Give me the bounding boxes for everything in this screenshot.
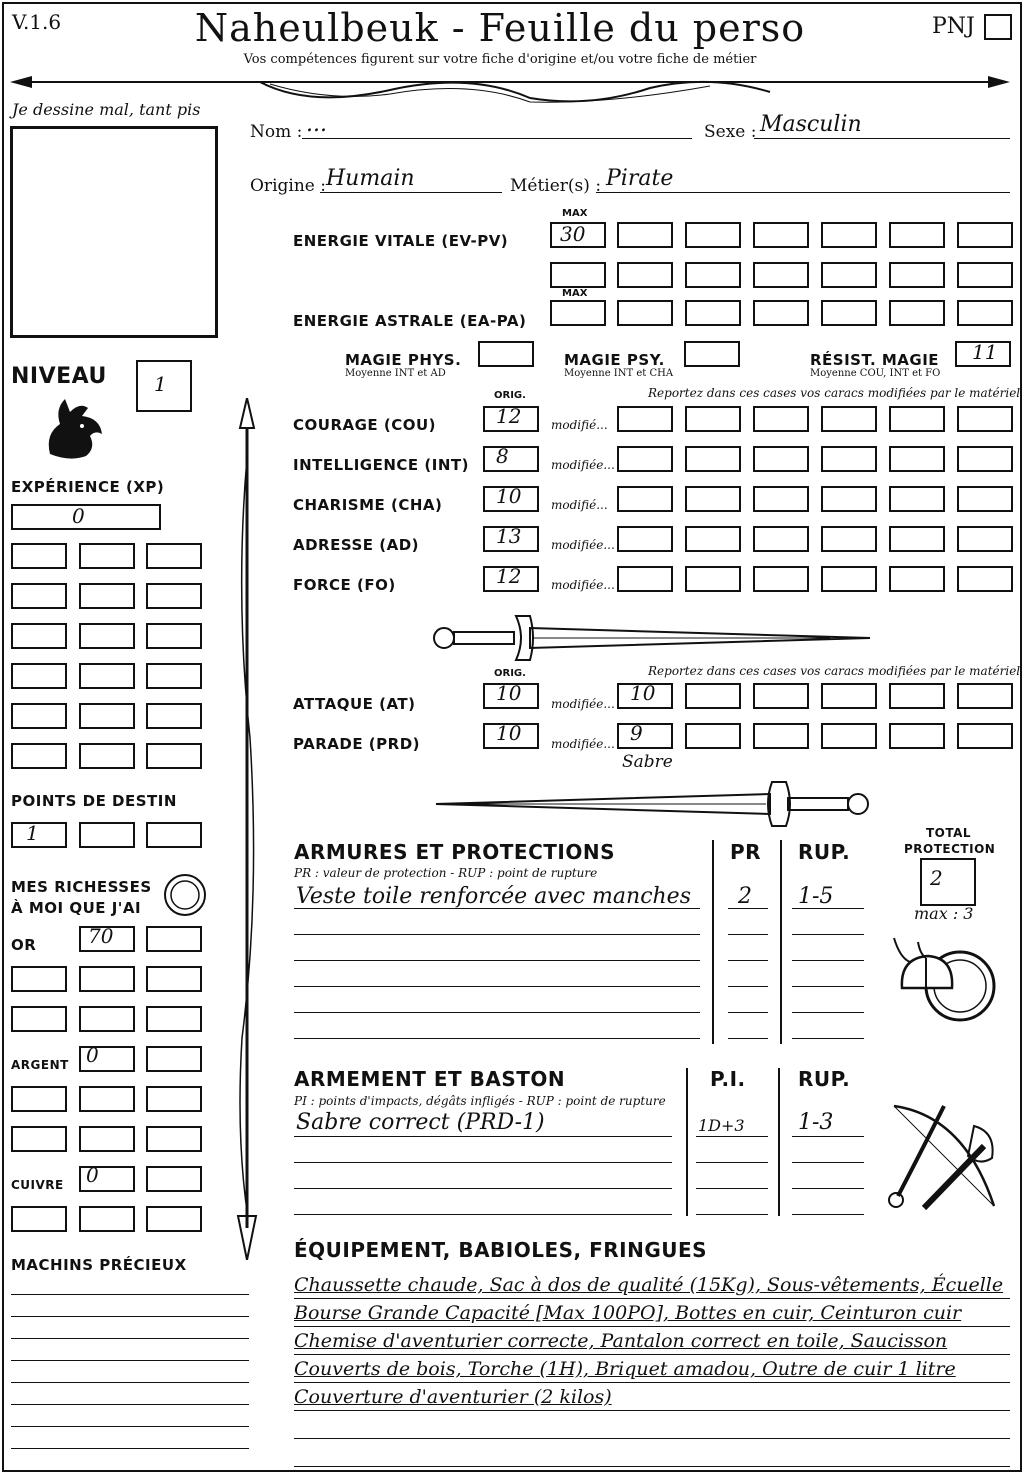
armor-name-line[interactable] bbox=[294, 884, 700, 909]
equipment-title: ÉQUIPEMENT, BABIOLES, FRINGUES bbox=[294, 1238, 708, 1262]
xp-box[interactable] bbox=[11, 543, 67, 569]
combat-orig-value: 10 bbox=[496, 681, 522, 705]
cuivre-label: CUIVRE bbox=[11, 1178, 64, 1192]
weapons-divider-2 bbox=[778, 1068, 780, 1216]
stat-mod-box[interactable] bbox=[685, 446, 741, 472]
combat-mod-box[interactable] bbox=[957, 683, 1013, 709]
combat-orig-label: ORIG. bbox=[494, 668, 526, 679]
magie-phys-box[interactable] bbox=[478, 341, 534, 367]
combat-mod-box[interactable] bbox=[821, 683, 877, 709]
magie-psy-box[interactable] bbox=[684, 341, 740, 367]
ev-box[interactable] bbox=[821, 222, 877, 248]
stat-label: INTELLIGENCE (INT) bbox=[293, 456, 469, 474]
combat-mod-box[interactable] bbox=[889, 723, 945, 749]
precieux-label: MACHINS PRÉCIEUX bbox=[11, 1256, 187, 1274]
armor-item-name: Veste toile renforcée avec manches bbox=[296, 884, 691, 909]
weapon-name-line[interactable] bbox=[294, 1138, 672, 1163]
ev-box[interactable] bbox=[617, 222, 673, 248]
stat-label: FORCE (FO) bbox=[293, 576, 396, 594]
destin-label: POINTS DE DESTIN bbox=[11, 792, 177, 810]
resist-magie-sub: Moyenne COU, INT et FO bbox=[810, 368, 941, 379]
armor-rup-line[interactable] bbox=[792, 910, 864, 935]
armor-rup-line[interactable] bbox=[792, 884, 864, 909]
stat-label: COURAGE (COU) bbox=[293, 416, 437, 434]
weapons-sub: PI : points d'impacts, dégâts infligés - RUP : point de rupture bbox=[294, 1094, 666, 1108]
weapon-note: Sabre bbox=[622, 752, 673, 772]
xp-box[interactable] bbox=[79, 583, 135, 609]
combat-mod-value: 9 bbox=[630, 721, 643, 745]
dragon-icon bbox=[40, 394, 106, 464]
xp-box[interactable] bbox=[146, 743, 202, 769]
stat-orig-value: 10 bbox=[496, 484, 522, 508]
stat-orig-value: 12 bbox=[496, 564, 522, 588]
precieux-line[interactable] bbox=[11, 1446, 249, 1471]
weapon-rup-line[interactable] bbox=[792, 1112, 864, 1137]
xp-box[interactable] bbox=[146, 663, 202, 689]
destin-box-2[interactable] bbox=[79, 822, 135, 848]
page-subtitle: Vos compétences figurent sur votre fiche d'origine et/ou votre fiche de métier bbox=[243, 52, 757, 67]
ea-max-box[interactable] bbox=[550, 300, 606, 326]
money-box[interactable] bbox=[11, 1086, 67, 1112]
money-box[interactable] bbox=[146, 1086, 202, 1112]
argent-label: ARGENT bbox=[11, 1058, 69, 1072]
nom-label: Nom : bbox=[250, 122, 303, 142]
combat-mod-label: modifiée... bbox=[551, 697, 615, 711]
armor-name-line[interactable] bbox=[294, 1014, 700, 1039]
version-label: V.1.6 bbox=[12, 10, 62, 34]
armor-rup-line[interactable] bbox=[792, 988, 864, 1013]
sword-icon-2 bbox=[430, 778, 876, 830]
combat-mod-box[interactable] bbox=[617, 723, 673, 749]
weapon-item-rup: 1-3 bbox=[798, 1110, 834, 1135]
weapon-pi-line[interactable] bbox=[696, 1138, 768, 1163]
money-box[interactable] bbox=[79, 926, 135, 952]
armor-pr-header: PR bbox=[730, 840, 762, 864]
resist-magie-label: RÉSIST. MAGIE bbox=[810, 351, 940, 369]
ea-box[interactable] bbox=[617, 300, 673, 326]
combat-label: PARADE (PRD) bbox=[293, 735, 421, 753]
combat-mod-box[interactable] bbox=[821, 723, 877, 749]
total-protection-max: max : 3 bbox=[914, 904, 974, 923]
equipment-line[interactable]: Chemise d'aventurier correcte, Pantalon correct en toile, Saucisson bbox=[294, 1328, 1010, 1355]
armor-item-rup: 1-5 bbox=[798, 884, 834, 909]
ev-box[interactable] bbox=[821, 262, 877, 288]
equipment-line[interactable] bbox=[294, 1440, 1010, 1467]
armor-rup-line[interactable] bbox=[792, 936, 864, 961]
stat-mod-label: modifiée... bbox=[551, 578, 615, 592]
stat-mod-box[interactable] bbox=[821, 446, 877, 472]
stats-report-note: Reportez dans ces cases vos caracs modifiées par le matériel bbox=[648, 386, 1021, 400]
armor-name-line[interactable] bbox=[294, 936, 700, 961]
money-box[interactable] bbox=[146, 1126, 202, 1152]
stat-mod-box[interactable] bbox=[889, 566, 945, 592]
combat-orig-value: 10 bbox=[496, 721, 522, 745]
money-box[interactable] bbox=[146, 1006, 202, 1032]
money-box[interactable] bbox=[79, 1166, 135, 1192]
weapons-pi-header: P.I. bbox=[710, 1067, 746, 1091]
xp-box[interactable] bbox=[11, 623, 67, 649]
richesses-label-2: À MOI QUE J'AI bbox=[11, 899, 142, 917]
combat-mod-box[interactable] bbox=[753, 723, 809, 749]
armor-title: ARMURES ET PROTECTIONS bbox=[294, 840, 615, 864]
stat-mod-box[interactable] bbox=[821, 566, 877, 592]
money-box[interactable] bbox=[11, 1126, 67, 1152]
richesses-label-1: MES RICHESSES bbox=[11, 878, 152, 896]
money-box[interactable] bbox=[146, 966, 202, 992]
combat-mod-box[interactable] bbox=[889, 683, 945, 709]
magie-psy-label: MAGIE PSY. bbox=[564, 351, 665, 369]
equipment-line[interactable]: Couverts de bois, Torche (1H), Briquet amadou, Outre de cuir 1 litre bbox=[294, 1356, 1010, 1383]
money-box[interactable] bbox=[79, 1046, 135, 1072]
magie-psy-sub: Moyenne INT et CHA bbox=[564, 368, 674, 379]
ev-box[interactable] bbox=[889, 262, 945, 288]
weapons-icon bbox=[884, 1096, 1010, 1218]
combat-label: ATTAQUE (AT) bbox=[293, 695, 416, 713]
armor-pr-line[interactable] bbox=[728, 936, 768, 961]
money-box[interactable] bbox=[79, 1206, 135, 1232]
money-box[interactable] bbox=[79, 966, 135, 992]
money-box[interactable] bbox=[11, 966, 67, 992]
ev-box[interactable] bbox=[617, 262, 673, 288]
metier-label: Métier(s) : bbox=[510, 176, 602, 196]
metier-value: Pirate bbox=[606, 166, 674, 191]
stat-mod-box[interactable] bbox=[617, 526, 673, 552]
coin-icon bbox=[162, 872, 208, 918]
ev-label: ENERGIE VITALE (EV-PV) bbox=[293, 232, 509, 250]
xp-box[interactable] bbox=[79, 743, 135, 769]
stat-mod-box[interactable] bbox=[957, 526, 1013, 552]
stats-orig-label: ORIG. bbox=[494, 390, 526, 401]
stat-mod-box[interactable] bbox=[821, 526, 877, 552]
magie-phys-label: MAGIE PHYS. bbox=[345, 351, 462, 369]
xp-box[interactable] bbox=[146, 583, 202, 609]
ev-box[interactable] bbox=[889, 222, 945, 248]
portrait-label: Je dessine mal, tant pis bbox=[12, 100, 201, 119]
ev-max-label: MAX bbox=[562, 208, 588, 219]
money-box[interactable] bbox=[11, 1006, 67, 1032]
stat-mod-box[interactable] bbox=[821, 486, 877, 512]
stat-mod-box[interactable] bbox=[821, 406, 877, 432]
stat-mod-box[interactable] bbox=[617, 406, 673, 432]
stat-mod-box[interactable] bbox=[753, 486, 809, 512]
equipment-line[interactable]: Couverture d'aventurier (2 kilos) bbox=[294, 1384, 1010, 1411]
combat-mod-label: modifiée... bbox=[551, 737, 615, 751]
sword-icon bbox=[430, 612, 876, 664]
xp-box[interactable] bbox=[79, 543, 135, 569]
weapon-rup-line[interactable] bbox=[792, 1164, 864, 1189]
spear-icon bbox=[230, 398, 264, 1260]
origine-value: Humain bbox=[326, 166, 415, 191]
total-protection-box[interactable] bbox=[920, 858, 976, 906]
armor-rup-line[interactable] bbox=[792, 1014, 864, 1039]
combat-mod-box[interactable] bbox=[685, 683, 741, 709]
combat-mod-box[interactable] bbox=[957, 723, 1013, 749]
stat-mod-box[interactable] bbox=[957, 486, 1013, 512]
money-box[interactable] bbox=[146, 1046, 202, 1072]
sexe-value: Masculin bbox=[760, 112, 862, 137]
ea-box[interactable] bbox=[957, 300, 1013, 326]
stat-orig-box[interactable] bbox=[483, 446, 539, 472]
stat-label: CHARISME (CHA) bbox=[293, 496, 443, 514]
stat-mod-label: modifié... bbox=[551, 418, 608, 432]
xp-box[interactable] bbox=[146, 703, 202, 729]
stat-mod-box[interactable] bbox=[753, 566, 809, 592]
xp-box[interactable] bbox=[11, 703, 67, 729]
ea-max-label: MAX bbox=[562, 288, 588, 299]
weapon-pi-line[interactable] bbox=[696, 1190, 768, 1215]
armor-name-line[interactable] bbox=[294, 962, 700, 987]
nom-field[interactable] bbox=[302, 116, 692, 139]
stat-orig-value: 13 bbox=[496, 524, 522, 548]
combat-mod-box[interactable] bbox=[685, 723, 741, 749]
equipment-line[interactable]: Chaussette chaude, Sac à dos de qualité (15Kg), Sous-vêtements, Écuelle bbox=[294, 1272, 1010, 1299]
money-box[interactable] bbox=[11, 1206, 67, 1232]
xp-box[interactable] bbox=[11, 504, 161, 530]
niveau-value: 1 bbox=[154, 372, 167, 396]
money-box[interactable] bbox=[79, 1126, 135, 1152]
stat-mod-box[interactable] bbox=[957, 406, 1013, 432]
armor-sub: PR : valeur de protection - RUP : point de rupture bbox=[294, 866, 598, 880]
resist-magie-value: 11 bbox=[972, 340, 998, 364]
origine-label: Origine : bbox=[250, 176, 326, 196]
ev-box[interactable] bbox=[753, 222, 809, 248]
weapon-name-line[interactable] bbox=[294, 1164, 672, 1189]
nom-value: ... bbox=[306, 112, 327, 137]
pnj-checkbox[interactable] bbox=[984, 14, 1012, 40]
stat-orig-value: 12 bbox=[496, 404, 522, 428]
stat-mod-box[interactable] bbox=[889, 526, 945, 552]
argent-value: 0 bbox=[86, 1043, 99, 1067]
armor-pr-line[interactable] bbox=[728, 988, 768, 1013]
armor-divider-1 bbox=[712, 840, 714, 1044]
equipment-line[interactable] bbox=[294, 1412, 1010, 1439]
weapon-rup-line[interactable] bbox=[792, 1190, 864, 1215]
armor-pr-line[interactable] bbox=[728, 884, 768, 909]
ea-label: ENERGIE ASTRALE (EA-PA) bbox=[293, 312, 527, 330]
armor-rup-line[interactable] bbox=[792, 962, 864, 987]
combat-mod-value: 10 bbox=[630, 681, 656, 705]
money-box[interactable] bbox=[146, 926, 202, 952]
ev-box[interactable] bbox=[957, 262, 1013, 288]
xp-label: EXPÉRIENCE (XP) bbox=[11, 478, 165, 496]
stat-mod-label: modifiée... bbox=[551, 538, 615, 552]
sexe-label: Sexe : bbox=[704, 122, 757, 142]
destin-box-3[interactable] bbox=[146, 822, 202, 848]
stat-orig-value: 8 bbox=[496, 444, 509, 468]
or-value: 70 bbox=[88, 924, 114, 948]
cuivre-value: 0 bbox=[86, 1163, 99, 1187]
weapon-pi-line[interactable] bbox=[696, 1112, 768, 1137]
equipment-line[interactable]: Bourse Grande Capacité [Max 100PO], Bottes en cuir, Ceinturon cuir bbox=[294, 1300, 1010, 1327]
armor-divider-2 bbox=[780, 840, 782, 1044]
combat-mod-box[interactable] bbox=[753, 683, 809, 709]
destin-box-1[interactable] bbox=[11, 822, 67, 848]
armor-pr-line[interactable] bbox=[728, 1014, 768, 1039]
total-protection-label-1: TOTAL bbox=[926, 826, 972, 840]
ev-max-value: 30 bbox=[560, 222, 586, 246]
stat-mod-box[interactable] bbox=[685, 486, 741, 512]
niveau-label: NIVEAU bbox=[11, 364, 107, 389]
ev-box[interactable] bbox=[957, 222, 1013, 248]
ea-box[interactable] bbox=[753, 300, 809, 326]
xp-box[interactable] bbox=[146, 543, 202, 569]
weapons-rup-header: RUP. bbox=[798, 1067, 851, 1091]
weapon-name-line[interactable] bbox=[294, 1112, 672, 1137]
stat-mod-label: modifié... bbox=[551, 498, 608, 512]
page-title: Naheulbeuk - Feuille du perso bbox=[194, 6, 806, 50]
total-protection-value: 2 bbox=[930, 866, 943, 890]
total-protection-label-2: PROTECTION bbox=[904, 842, 996, 856]
stat-mod-box[interactable] bbox=[889, 446, 945, 472]
xp-box[interactable] bbox=[79, 663, 135, 689]
or-label: OR bbox=[11, 936, 37, 954]
armor-pr-line[interactable] bbox=[728, 910, 768, 935]
money-box[interactable] bbox=[146, 1206, 202, 1232]
magie-phys-sub: Moyenne INT et AD bbox=[345, 368, 446, 379]
xp-value: 0 bbox=[72, 504, 85, 528]
stat-mod-box[interactable] bbox=[957, 446, 1013, 472]
stat-mod-box[interactable] bbox=[889, 406, 945, 432]
weapon-name-line[interactable] bbox=[294, 1190, 672, 1215]
portrait-box[interactable] bbox=[10, 126, 218, 338]
stat-mod-box[interactable] bbox=[617, 486, 673, 512]
stat-mod-box[interactable] bbox=[685, 406, 741, 432]
armor-item-pr: 2 bbox=[738, 884, 752, 909]
weapons-divider-1 bbox=[686, 1068, 688, 1216]
money-box[interactable] bbox=[79, 1086, 135, 1112]
ev-box[interactable] bbox=[685, 222, 741, 248]
stat-mod-box[interactable] bbox=[685, 566, 741, 592]
stat-mod-box[interactable] bbox=[685, 526, 741, 552]
armor-name-line[interactable] bbox=[294, 988, 700, 1013]
armor-rup-header: RUP. bbox=[798, 840, 851, 864]
stat-mod-box[interactable] bbox=[753, 526, 809, 552]
ea-box[interactable] bbox=[821, 300, 877, 326]
xp-box[interactable] bbox=[11, 743, 67, 769]
stat-mod-box[interactable] bbox=[753, 446, 809, 472]
money-box[interactable] bbox=[146, 1166, 202, 1192]
xp-box[interactable] bbox=[146, 623, 202, 649]
stat-mod-box[interactable] bbox=[753, 406, 809, 432]
stat-mod-box[interactable] bbox=[889, 486, 945, 512]
xp-box[interactable] bbox=[79, 703, 135, 729]
xp-box[interactable] bbox=[79, 623, 135, 649]
weapons-title: ARMEMENT ET BASTON bbox=[294, 1067, 566, 1091]
money-box[interactable] bbox=[79, 1006, 135, 1032]
xp-box[interactable] bbox=[11, 663, 67, 689]
destin-value: 1 bbox=[26, 821, 39, 845]
stat-mod-box[interactable] bbox=[617, 446, 673, 472]
ev-box[interactable] bbox=[685, 262, 741, 288]
ev-box[interactable] bbox=[550, 262, 606, 288]
combat-report-note: Reportez dans ces cases vos caracs modifiées par le matériel bbox=[648, 664, 1021, 678]
pnj-label: PNJ bbox=[932, 14, 975, 39]
ea-box[interactable] bbox=[685, 300, 741, 326]
stat-label: ADRESSE (AD) bbox=[293, 536, 420, 554]
stat-mod-box[interactable] bbox=[957, 566, 1013, 592]
ea-box[interactable] bbox=[889, 300, 945, 326]
helmet-shield-icon bbox=[888, 928, 1000, 1032]
ev-box[interactable] bbox=[753, 262, 809, 288]
weapon-item-name: Sabre correct (PRD-1) bbox=[296, 1110, 545, 1135]
weapon-pi-line[interactable] bbox=[696, 1164, 768, 1189]
weapon-rup-line[interactable] bbox=[792, 1138, 864, 1163]
weapon-item-pi: 1D+3 bbox=[698, 1116, 745, 1135]
xp-box[interactable] bbox=[11, 583, 67, 609]
stat-mod-label: modifiée... bbox=[551, 458, 615, 472]
stat-mod-box[interactable] bbox=[617, 566, 673, 592]
armor-name-line[interactable] bbox=[294, 910, 700, 935]
armor-pr-line[interactable] bbox=[728, 962, 768, 987]
